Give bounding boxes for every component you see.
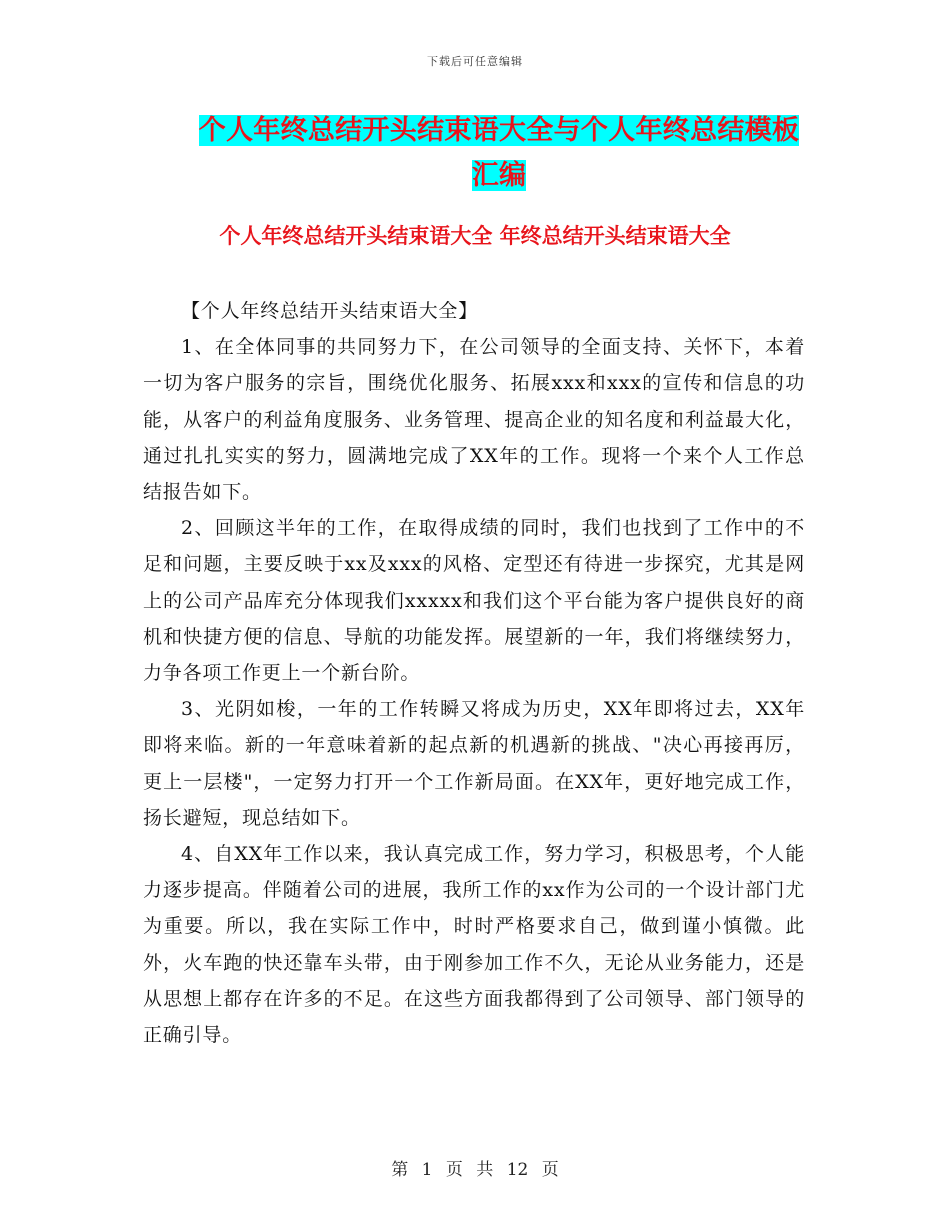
document-body: [143, 293, 805, 1053]
page-indicator: 第 1 页 共 12 页: [391, 1160, 559, 1180]
subheading: 【个人年终总结开头结束语大全】: [181, 300, 479, 322]
document-title-block: [193, 108, 805, 198]
page-footer: [0, 1155, 950, 1180]
paragraph-4: 4、自XX年工作以来，我认真完成工作，努力学习，积极思考，个人能力逐步提高。伴随着公司的进展，我所工作的xx作为公司的一个设计部门尤为重要。所以，我在实际工作中，时时严格要求自己，做到谨小慎微。此外，火车跑的快还靠车头带，由于刚参加工作不久，无论从业务能力，还是从思想上都存在许多的不足。在这些方面我都得到了公司领导、部门领导的正确引导。: [143, 843, 805, 1047]
paragraph-3: 3、光阴如梭，一年的工作转瞬又将成为历史，XX年即将过去，XX年即将来临。新的一年意味着新的起点新的机遇新的挑战、"决心再接再厉，更上一层楼"，一定努力打开一个工作新局面。在XX年，更好地完成工作，扬长避短，现总结如下。: [143, 698, 805, 829]
page-header: [0, 53, 950, 69]
section-title: 个人年终总结开头结束语大全 年终总结开头结束语大全: [219, 224, 731, 248]
paragraph-2: 2、回顾这半年的工作，在取得成绩的同时，我们也找到了工作中的不足和问题，主要反映于xx及xxx的风格、定型还有待进一步探究，尤其是网上的公司产品库充分体现我们xxxxx和我们这个平台能为客户提供良好的商机和快捷方便的信息、导航的功能发挥。展望新的一年，我们将继续努力，力争各项工作更上一个新台阶。: [143, 517, 805, 685]
paragraph-1: 1、在全体同事的共同努力下，在公司领导的全面支持、关怀下，本着一切为客户服务的宗旨，围绕优化服务、拓展xxx和xxx的宣传和信息的功能，从客户的利益角度服务、业务管理、提高企业的知名度和利益最大化，通过扎扎实实的努力，圆满地完成了XX年的工作。现将一个来个人工作总结报告如下。: [143, 336, 805, 504]
header-note: 下载后可任意编辑: [427, 55, 523, 68]
document-title: 个人年终总结开头结束语大全与个人年终总结模板汇编: [198, 115, 800, 191]
